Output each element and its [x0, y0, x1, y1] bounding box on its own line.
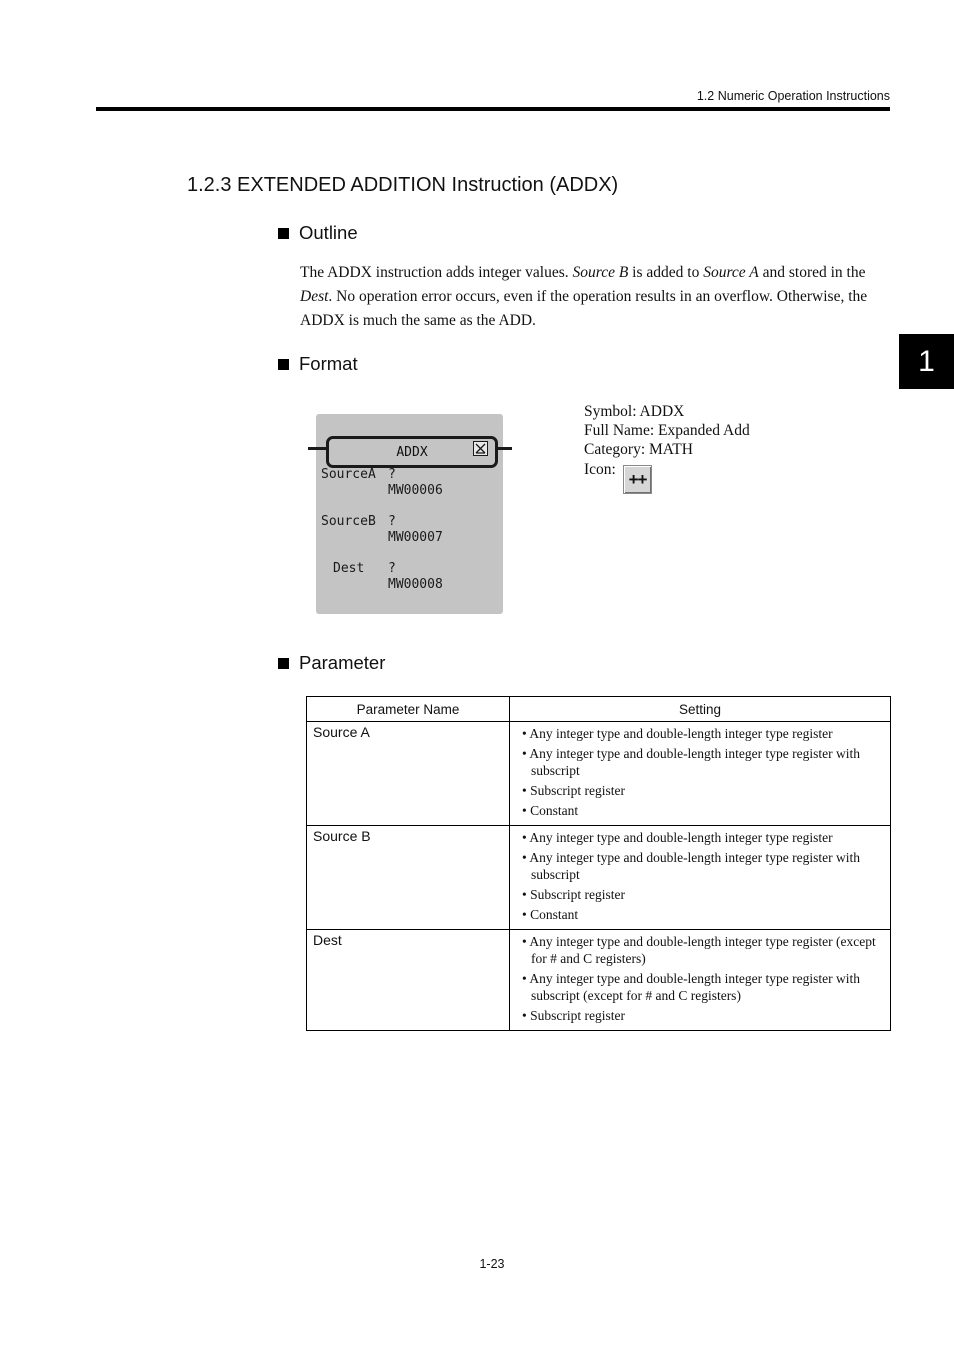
setting-cell	[510, 930, 891, 1031]
parameter-table	[306, 696, 891, 1031]
dest-label: Dest	[333, 561, 365, 576]
outline-text-3: and stored in the	[758, 264, 866, 281]
column-header-setting: Setting	[510, 697, 891, 722]
square-bullet-icon	[278, 359, 289, 370]
parameter-heading-label: Parameter	[299, 652, 386, 673]
square-bullet-icon	[278, 228, 289, 239]
dest-value: ?	[388, 561, 396, 576]
full-name-line: Full Name: Expanded Add	[584, 422, 750, 440]
column-header-parameter-name: Parameter Name	[307, 697, 510, 722]
parameter-name-cell: Source A	[307, 722, 510, 826]
table-row	[307, 722, 891, 826]
table-header-row	[307, 697, 891, 722]
parameter-name-cell: Dest	[307, 930, 510, 1031]
symbol-line: Symbol: ADDX	[584, 403, 685, 420]
setting-item: • Subscript register	[522, 887, 625, 902]
source-a-register: MW00006	[388, 483, 443, 498]
running-header: 1.2 Numeric Operation Instructions	[696, 89, 890, 103]
setting-item: • Subscript register	[522, 1008, 625, 1023]
table-row	[307, 826, 891, 930]
page-number: 1-23	[479, 1257, 505, 1271]
setting-item: • Any integer type and double-length integer type register	[522, 726, 833, 741]
parameter-heading	[278, 652, 385, 674]
outline-text-1: The ADDX instruction adds integer values.	[300, 264, 573, 281]
setting-item: • Subscript register	[522, 783, 625, 798]
category-line: Category: MATH	[584, 441, 693, 459]
dest-register: MW00008	[388, 577, 443, 592]
parameter-name-cell: Source B	[307, 826, 510, 930]
outline-paragraph	[300, 261, 892, 333]
icon-label: Icon:	[584, 460, 616, 478]
format-heading	[278, 353, 358, 375]
header-rule	[96, 107, 890, 111]
setting-item: • Any integer type and double-length integer type register (except for # and C registers)	[522, 934, 876, 966]
source-b-value: ?	[388, 514, 396, 529]
setting-item: • Any integer type and double-length integer type register with subscript	[522, 746, 861, 778]
function-block-title-text: ADDX	[396, 444, 428, 460]
outline-text-4: . No operation error occurs, even if the operation results in an overflow. Otherwise, the ADDX is much the same as the ADD.	[300, 288, 868, 329]
format-heading-label: Format	[299, 353, 358, 374]
section-title: 1.2.3 EXTENDED ADDITION Instruction (ADDX)	[187, 174, 619, 196]
setting-item: • Constant	[522, 907, 579, 922]
outline-heading	[278, 222, 358, 244]
setting-cell	[510, 722, 891, 826]
outline-term-dest: Dest	[300, 288, 329, 305]
source-a-value: ?	[388, 467, 396, 482]
square-bullet-icon	[278, 658, 289, 669]
setting-item: • Any integer type and double-length integer type register with subscript (except for # and C registers)	[522, 971, 861, 1003]
outline-term-source-b: Source B	[572, 264, 629, 281]
symbol-info	[584, 402, 750, 479]
setting-item: • Constant	[522, 803, 579, 818]
table-row	[307, 930, 891, 1031]
setting-cell	[510, 826, 891, 930]
addx-plus-plus-icon: ++	[623, 465, 652, 494]
outline-text-2: is added to	[628, 264, 704, 281]
setting-item: • Any integer type and double-length integer type register with subscript	[522, 850, 861, 882]
outline-term-source-a: Source A	[703, 264, 759, 281]
setting-item: • Any integer type and double-length integer type register	[522, 830, 833, 845]
outline-heading-label: Outline	[299, 222, 358, 243]
source-a-label: SourceA	[321, 467, 376, 482]
source-b-register: MW00007	[388, 530, 443, 545]
block-window-icon	[473, 441, 488, 456]
source-b-label: SourceB	[321, 514, 376, 529]
chapter-tab: 1	[899, 334, 954, 389]
